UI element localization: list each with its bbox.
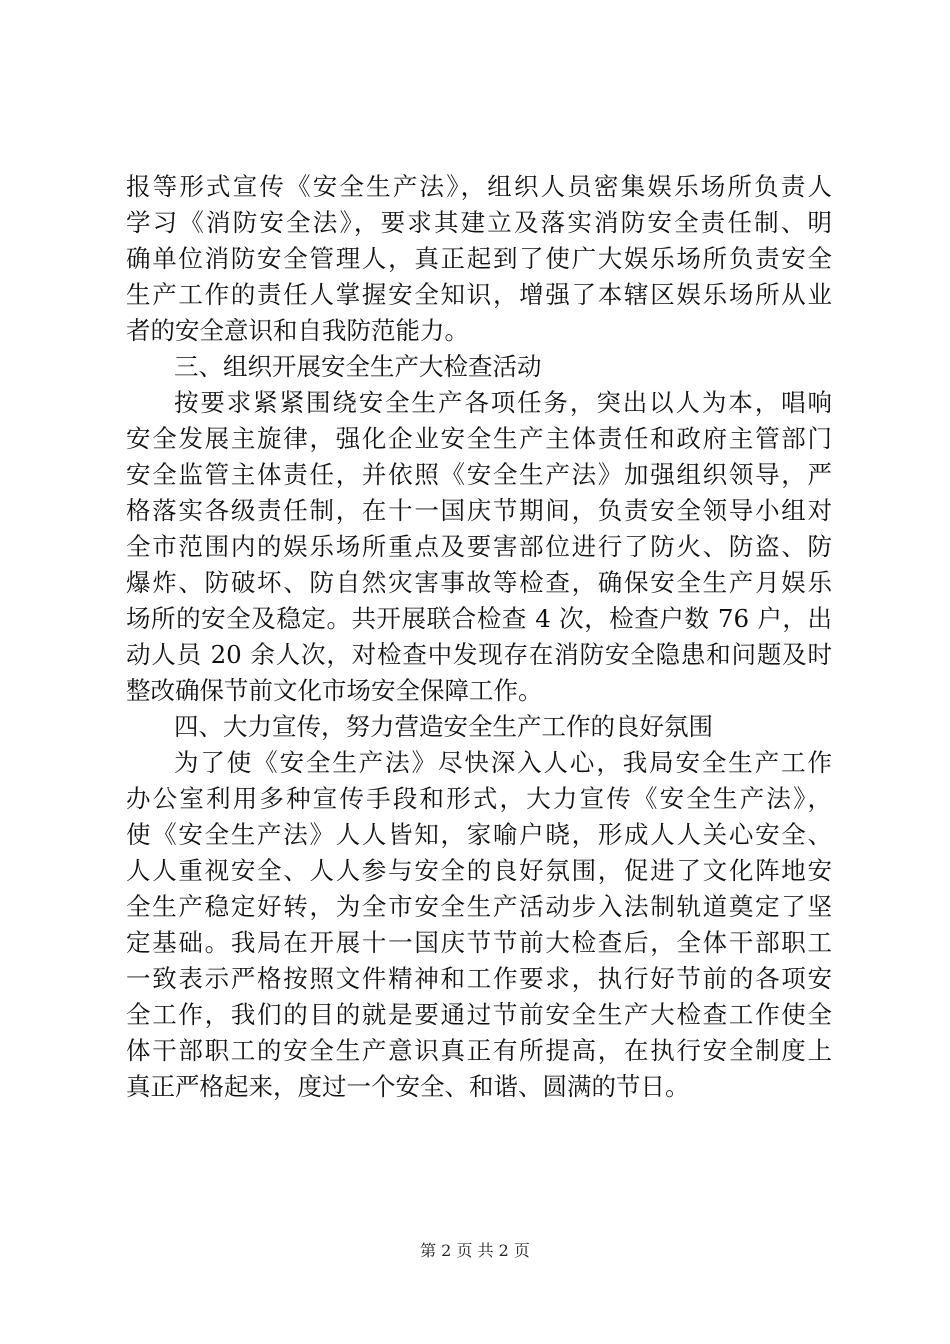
body-text-line: 全市范围内的娱乐场所重点及要害部位进行了防火、防盗、防 (126, 532, 832, 561)
body-text-line: 确单位消防安全管理人，真正起到了使广大娱乐场所负责安全 (126, 244, 832, 273)
body-text-line: 定基础。我局在开展十一国庆节节前大检查后，全体干部职工 (126, 928, 832, 957)
body-text-line: 使《安全生产法》人人皆知，家喻户晓，形成人人关心安全、 (126, 820, 832, 849)
body-text-line: 生产工作的责任人掌握安全知识，增强了本辖区娱乐场所从业 (126, 280, 832, 309)
body-text-line: 一致表示严格按照文件精神和工作要求，执行好节前的各项安 (126, 964, 832, 993)
page-number-footer: 第 2 页 共 2 页 (420, 1241, 530, 1260)
body-text-line: 场所的安全及稳定。共开展联合检查 4 次，检查户数 76 户，出 (126, 604, 832, 633)
body-text-line: 人人重视安全、人人参与安全的良好氛围，促进了文化阵地安 (126, 856, 832, 885)
body-text-line: 爆炸、防破坏、防自然灾害事故等检查，确保安全生产月娱乐 (126, 568, 832, 597)
body-text-line: 学习《消防安全法》，要求其建立及落实消防安全责任制、明 (126, 208, 832, 237)
body-text-line: 报等形式宣传《安全生产法》，组织人员密集娱乐场所负责人 (126, 172, 832, 201)
body-text-line: 者的安全意识和自我防范能力。 (126, 316, 469, 345)
section-heading: 三、组织开展安全生产大检查活动 (174, 352, 542, 381)
body-text-line: 全工作，我们的目的就是要通过节前安全生产大检查工作使全 (126, 1000, 832, 1029)
body-text-line: 办公室利用多种宣传手段和形式，大力宣传《安全生产法》， (126, 784, 832, 813)
body-text-line: 为了使《安全生产法》尽快深入人心，我局安全生产工作 (174, 748, 832, 777)
body-text-line: 整改确保节前文化市场安全保障工作。 (126, 676, 543, 705)
body-text-line: 动人员 20 余人次，对检查中发现存在消防安全隐患和问题及时 (126, 640, 832, 669)
section-heading: 四、大力宣传，努力营造安全生产工作的良好氛围 (174, 712, 713, 741)
body-text-line: 全生产稳定好转，为全市安全生产活动步入法制轨道奠定了坚 (126, 892, 832, 921)
body-text-line: 格落实各级责任制，在十一国庆节期间，负责安全领导小组对 (126, 496, 832, 525)
body-text-line: 体干部职工的安全生产意识真正有所提高，在执行安全制度上 (126, 1036, 832, 1065)
body-text-line: 安全监管主体责任，并依照《安全生产法》加强组织领导，严 (126, 460, 832, 489)
body-text-line: 安全发展主旋律，强化企业安全生产主体责任和政府主管部门 (126, 424, 832, 453)
body-text-line: 按要求紧紧围绕安全生产各项任务，突出以人为本，唱响 (174, 388, 832, 417)
body-text-line: 真正严格起来，度过一个安全、和谐、圆满的节日。 (126, 1072, 690, 1101)
